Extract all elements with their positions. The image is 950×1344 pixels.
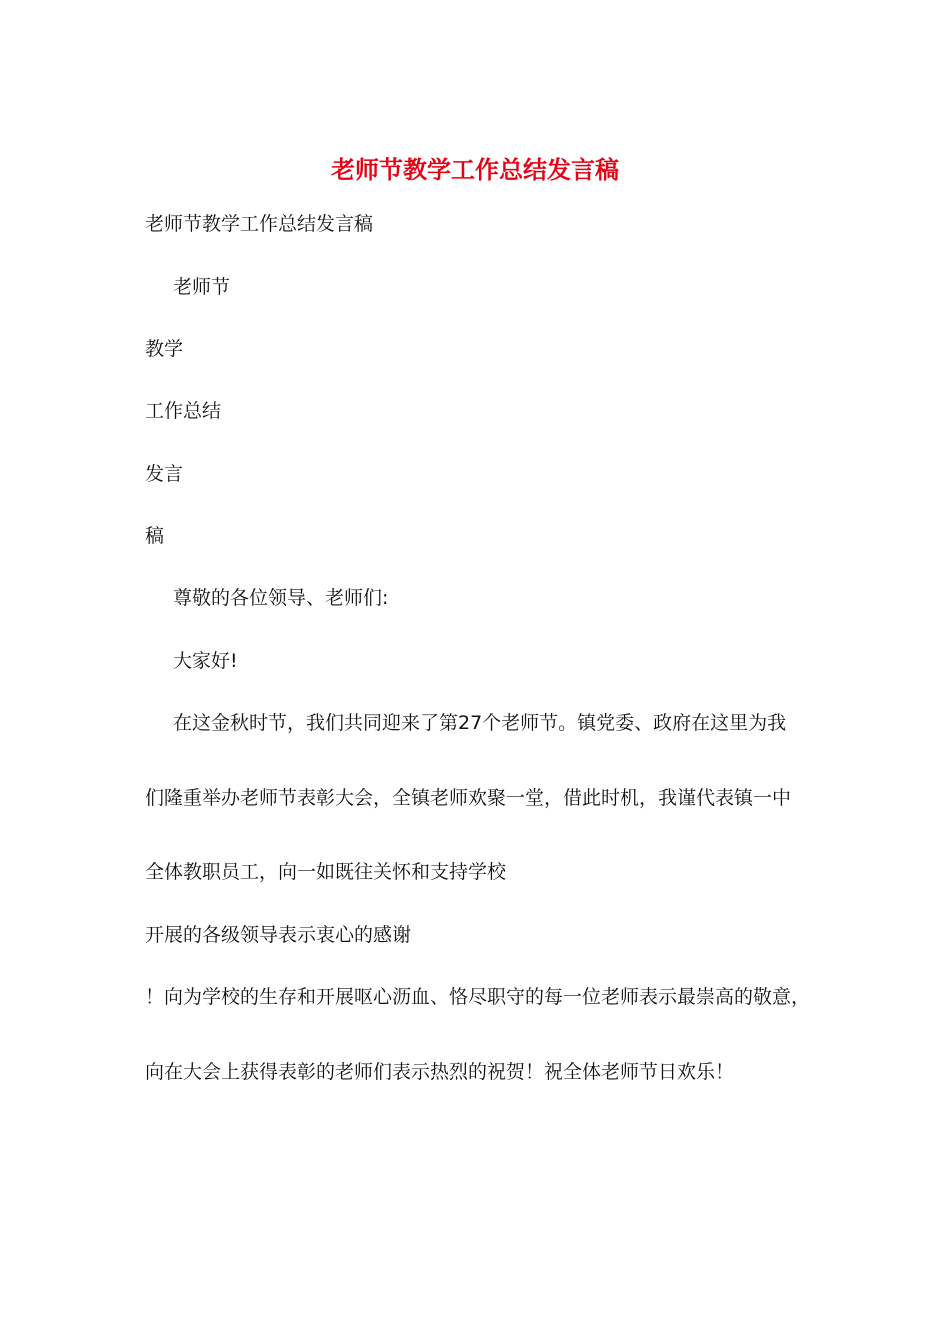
greeting-line: 大家好! [173, 650, 238, 672]
salutation-line: 尊敬的各位领导、老师们: [173, 587, 389, 609]
body-line: 们隆重举办老师节表彰大会，全镇老师欢聚一堂，借此时机，我谨代表镇一中 [145, 787, 792, 809]
body-line: 向在大会上获得表彰的老师们表示热烈的祝贺！祝全体老师节日欢乐！ [145, 1061, 735, 1083]
keyword-line: 稿 [145, 525, 165, 547]
keyword-line: 发言 [145, 463, 184, 485]
body-line: 全体教职员工，向一如既往关怀和支持学校 [145, 861, 507, 883]
keyword-line: 工作总结 [145, 400, 222, 422]
body-line: ！向为学校的生存和开展呕心沥血、恪尽职守的每一位老师表示最崇高的敬意， [145, 986, 811, 1008]
body-line: 在这金秋时节，我们共同迎来了第27个老师节。镇党委、政府在这里为我 [173, 712, 787, 734]
keyword-line: 教学 [145, 338, 184, 360]
body-line: 开展的各级领导表示衷心的感谢 [145, 924, 412, 946]
keyword-line: 老师节 [173, 276, 231, 298]
heading-line: 老师节教学工作总结发言稿 [145, 213, 374, 235]
document-title: 老师节教学工作总结发言稿 [331, 155, 619, 184]
